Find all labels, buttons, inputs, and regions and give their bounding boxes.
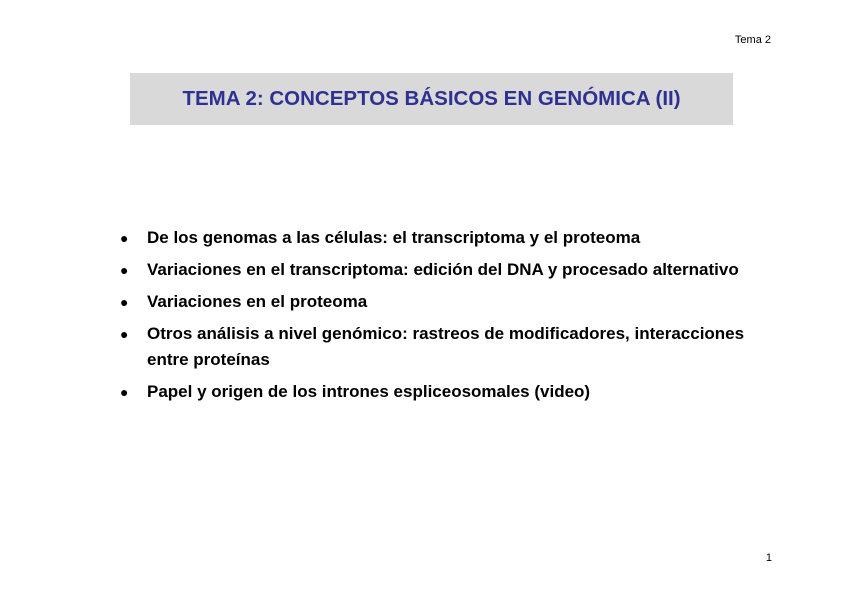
list-item (120, 379, 770, 405)
list-item-text: Variaciones en el transcriptoma: edición del DNA y procesado alternativo (147, 260, 739, 279)
list-item-text: Variaciones en el proteoma (147, 292, 368, 311)
page-number: 1 (765, 552, 772, 564)
title-banner (130, 73, 733, 125)
list-item (120, 257, 770, 283)
bullet-icon: ● (120, 262, 129, 278)
header-label: Tema 2 (734, 34, 771, 46)
bullet-icon: ● (120, 230, 129, 246)
list-item-text: Papel y origen de los intrones espliceosomales (video) (147, 382, 591, 401)
bullet-icon: ● (120, 294, 129, 310)
list-item-text: De los genomas a las células: el transcriptoma y el proteoma (147, 228, 641, 247)
list-item (120, 225, 770, 251)
list-item-text: Otros análisis a nivel genómico: rastreos de modificadores, interacciones entre proteínas (147, 324, 745, 369)
list-item (120, 289, 770, 315)
bullet-icon: ● (120, 326, 129, 342)
slide-title: TEMA 2: CONCEPTOS BÁSICOS EN GENÓMICA (II) (182, 87, 681, 110)
bullet-list (120, 225, 770, 411)
list-item (120, 321, 770, 373)
bullet-icon: ● (120, 384, 129, 400)
